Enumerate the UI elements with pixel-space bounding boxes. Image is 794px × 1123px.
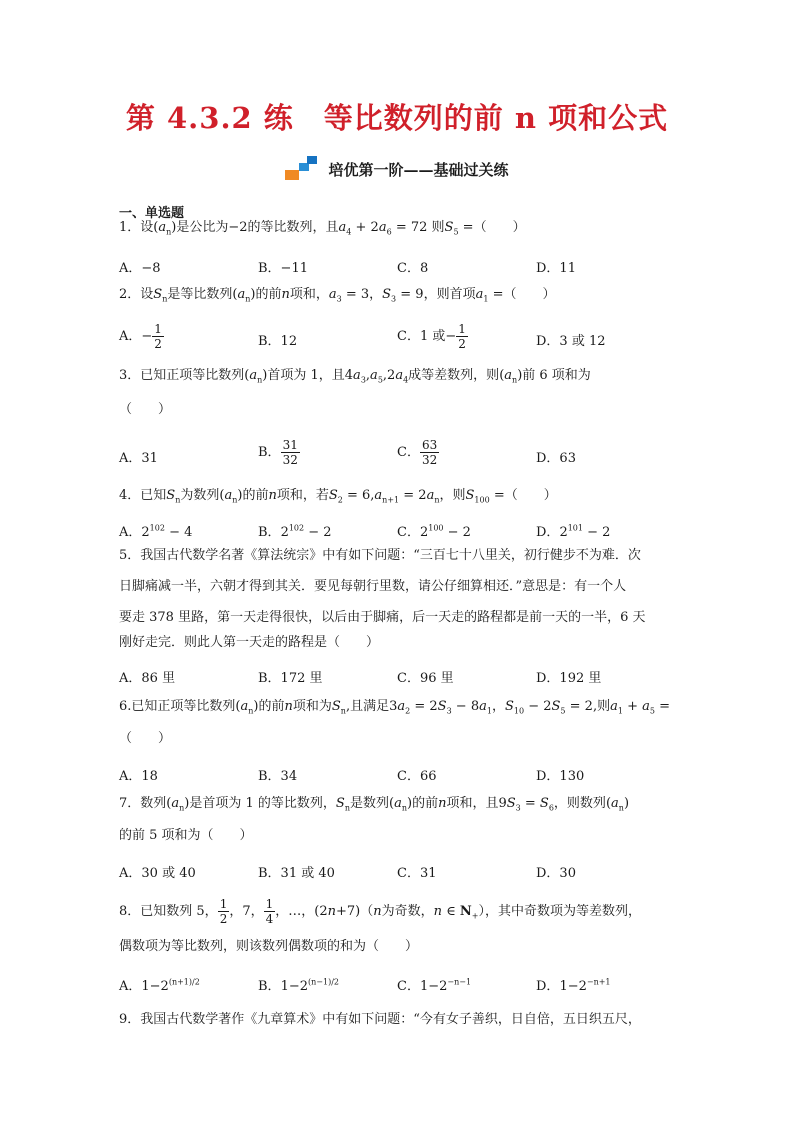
q4-option-d: D．$2^{101} - 2$: [536, 523, 611, 540]
q6-option-c: C．66: [397, 769, 437, 784]
q5-option-a: A．86 里: [119, 671, 176, 686]
q2-option-c: C．1 或− $\frac{1}{2}$: [397, 322, 466, 351]
q3-paren: （ ）: [119, 402, 172, 417]
q7-option-b: B．31 或 40: [258, 866, 335, 881]
q8-option-b: B．$1-2^{(n-1)/2}$: [258, 977, 339, 994]
question-9-line-1: 9．我国古代数学著作《九章算术》中有如下问题：“今有女子善织，日自倍，五日织五尺，: [119, 1012, 641, 1027]
q5-option-d: D．192 里: [536, 671, 602, 686]
q6-paren: （ ）: [119, 731, 172, 746]
question-3: 3．已知正项等比数列$(a_n)$首项为 1，且$4a_3,a_5,2a_4$成等差数列，则$(a_n)$前 6 项和为: [119, 368, 591, 385]
q5-option-c: C．96 里: [397, 671, 454, 686]
q1-option-d: D．11: [536, 261, 576, 276]
q7-option-c: C．31: [397, 866, 437, 881]
q2-option-a: A．− $\frac{1}{2}$: [119, 322, 162, 351]
q2-option-d: D．3 或 12: [536, 334, 606, 349]
question-2: 2．设$S_n$是等比数列$(a_n)$的前n项和，$a_3 = 3$，$S_3 = 9$，则首项$a_1$ =（ ）: [119, 287, 556, 304]
stairs-logo-icon: [285, 156, 319, 182]
question-7-line-2: 的前 5 项和为（ ）: [119, 828, 253, 843]
q2-option-b: B．12: [258, 334, 298, 349]
q3-option-d: D．63: [536, 451, 576, 466]
q4-option-b: B．$2^{102} - 2$: [258, 523, 332, 540]
question-5-line-2: 日脚痛减一半，六朝才得到其关．要见每朝行里数，请公仔细算相还．”意思是：有一个人: [119, 579, 627, 594]
q6-option-d: D．130: [536, 769, 585, 784]
question-5-line-4: 刚好走完．则此人第一天走的路程是（ ）: [119, 635, 380, 650]
q6-option-b: B．34: [258, 769, 298, 784]
q4-option-a: A．$2^{102} - 4$: [119, 523, 193, 540]
question-8-line-2: 偶数项为等比数列，则该数列偶数项的和为（ ）: [119, 939, 419, 954]
q5-option-b: B．172 里: [258, 671, 323, 686]
q1-option-c: C．8: [397, 261, 429, 276]
q6-option-a: A．18: [119, 769, 158, 784]
subtitle-row: [0, 156, 794, 182]
subtitle: 培优第一阶——基础过关练: [328, 160, 509, 179]
q1-option-a: A．−8: [119, 261, 161, 276]
q3-option-c: C． $\frac{63}{32}$: [397, 438, 438, 467]
q7-option-a: A．30 或 40: [119, 866, 196, 881]
question-5-line-1: 5．我国古代数学名著《算法统宗》中有如下问题：“三百七十八里关，初行健步不为难．次: [119, 548, 641, 563]
q3-option-b: B． $\frac{31}{32}$: [258, 438, 298, 467]
q7-option-d: D．30: [536, 866, 576, 881]
q8-option-d: D．$1-2^{-n+1}$: [536, 977, 611, 994]
q3-option-a: A．31: [119, 451, 158, 466]
question-1: 1．设$(a_n)$是公比为−2的等比数列，且$a_4 + 2a_6 = 72$ 则$S_5$ =（ ）: [119, 220, 526, 237]
question-4: 4．已知$S_n$为数列$(a_n)$的前n项和，若$S_2 = 6,a_{n+1} = 2a_n$，则$S_{100}$ =（ ）: [119, 488, 557, 505]
q8-option-a: A．$1-2^{(n+1)/2}$: [119, 977, 200, 994]
question-5-line-3: 要走 378 里路，第一天走得很快，以后由于脚痛，后一天走的路程都是前一天的一半，6 天: [119, 610, 646, 625]
section-heading: 一、单选题: [119, 206, 185, 221]
q8-option-c: C．$1-2^{-n-1}$: [397, 977, 472, 994]
question-7: 7．数列$(a_n)$是首项为 1 的等比数列，$S_n$是数列$(a_n)$的前n项和，且$9S_3 = S_6$，则数列$(a_n)$: [119, 796, 630, 813]
q4-option-c: C．$2^{100} - 2$: [397, 523, 471, 540]
page-title: 第 4.3.2 练 等比数列的前 n 项和公式: [125, 101, 669, 135]
q1-option-b: B．−11: [258, 261, 308, 276]
question-8: 8．已知数列 5， $\frac{1}{2}$ ，7， $\frac{1}{4}$ ，…，(2n+7)（n为奇数，n ∈ $N_+$），其中奇数项为等差数列，: [119, 897, 642, 926]
question-6: 6.已知正项等比数列$(a_n)$的前n项和为$S_n$,且满足$3a_2 = 2S_3 - 8a_1$，$S_{10} - 2S_5 = 2$,则$a_1 + a_5$ =: [119, 699, 671, 716]
